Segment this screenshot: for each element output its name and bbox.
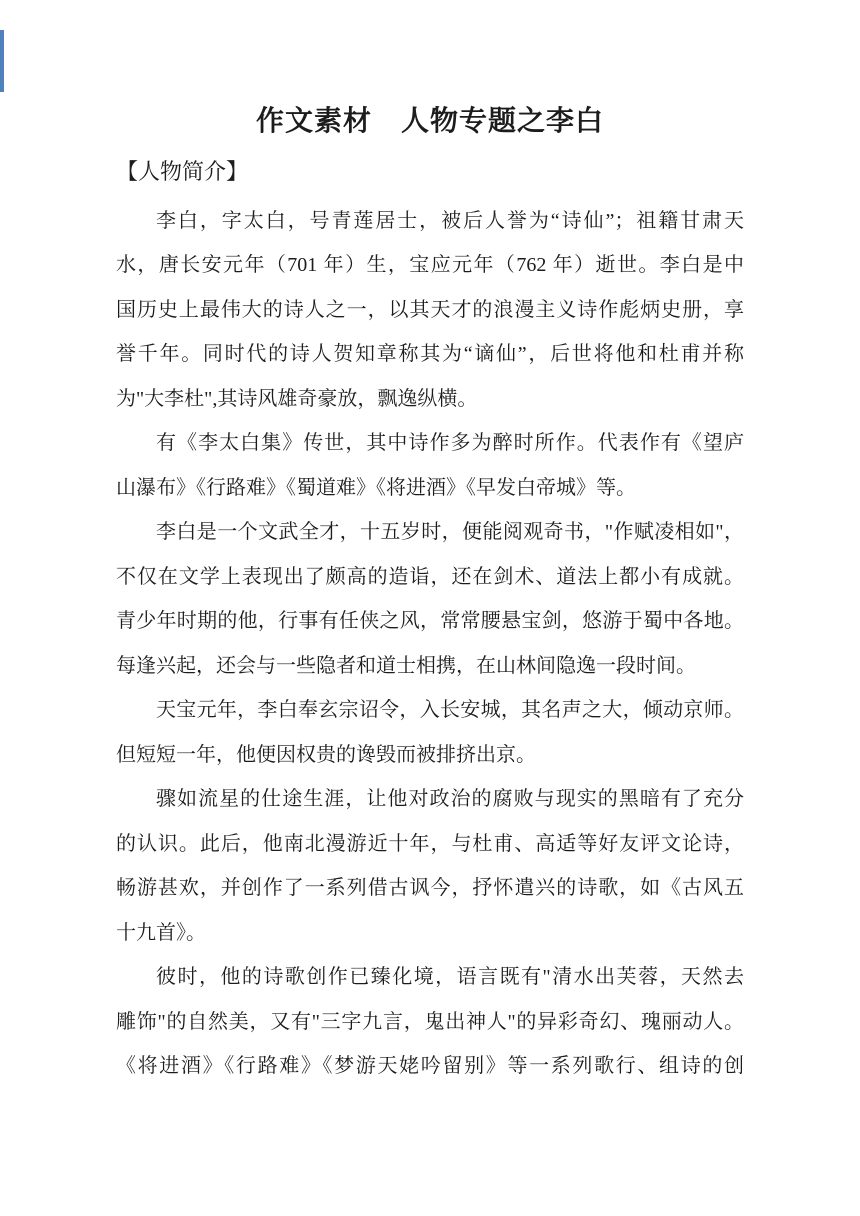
text-line: 誉千年。同时代的诗人贺知章称其为“谪仙”，后世将他和杜甫并称 <box>116 343 744 365</box>
text-line: 青少年时期的他，行事有任侠之风，常常腰悬宝剑，悠游于蜀中各地。 <box>116 610 744 632</box>
text-line: 每逢兴起，还会与一些隐者和道士相携，在山林间隐逸一段时间。 <box>116 654 696 677</box>
text-line: 骤如流星的仕途生涯，让他对政治的腐败与现实的黑暗有了充分 <box>156 788 744 810</box>
paragraph <box>116 510 744 688</box>
paragraph <box>116 777 744 955</box>
text-line: 雕饰"的自然美，又有"三字九言，鬼出神人"的异彩奇幻、瑰丽动人。 <box>116 1010 744 1033</box>
text-line: 李白，字太白，号青莲居士，被后人誉为“诗仙”；祖籍甘肃天 <box>156 209 744 232</box>
text-line: 但短短一年，他便因权贵的谗毁而被排挤出京。 <box>116 743 536 766</box>
text-line: 十九首》。 <box>116 921 206 944</box>
text-line: 不仅在文学上表现出了颇高的造诣，还在剑术、道法上都小有成就。 <box>116 565 744 588</box>
left-accent-bar <box>0 30 4 92</box>
text-line: 《将进酒》《行路难》《梦游天姥吟留别》等一系列歌行、组诗的创 <box>116 1055 744 1077</box>
text-line: 山瀑布》《行路难》《蜀道难》《将进酒》《早发白帝城》等。 <box>116 476 636 499</box>
text-line: 彼时，他的诗歌创作已臻化境，语言既有"清水出芙蓉，天然去 <box>156 966 744 988</box>
paragraph <box>116 421 744 510</box>
text-line: 国历史上最伟大的诗人之一，以其天才的浪漫主义诗作彪炳史册，享 <box>116 298 744 321</box>
section-header-people-intro: 【人物简介】 <box>116 159 249 184</box>
text-line: 的认识。此后，他南北漫游近十年，与杜甫、高适等好友评文论诗， <box>116 832 744 855</box>
paragraph <box>116 688 744 777</box>
text-line: 李白是一个文武全才，十五岁时，便能阅观奇书，"作赋凌相如"， <box>156 521 744 543</box>
paragraph <box>116 199 744 422</box>
text-line: 为"大李杜",其诗风雄奇豪放，飘逸纵横。 <box>116 387 478 410</box>
text-line: 畅游甚欢，并创作了一系列借古讽今，抒怀遣兴的诗歌，如《古风五 <box>116 877 744 899</box>
document-body <box>116 199 744 1089</box>
text-line: 有《李太白集》传世，其中诗作多为醉时所作。代表作有《望庐 <box>156 432 744 454</box>
text-line: 天宝元年，李白奉玄宗诏令，入长安城，其名声之大，倾动京师。 <box>156 699 744 721</box>
document-title: 作文素材 人物专题之李白 <box>255 106 604 137</box>
paragraph <box>116 955 744 1089</box>
text-line: 水，唐长安元年（701 年）生，宝应元年（762 年）逝世。李白是中 <box>116 254 744 276</box>
